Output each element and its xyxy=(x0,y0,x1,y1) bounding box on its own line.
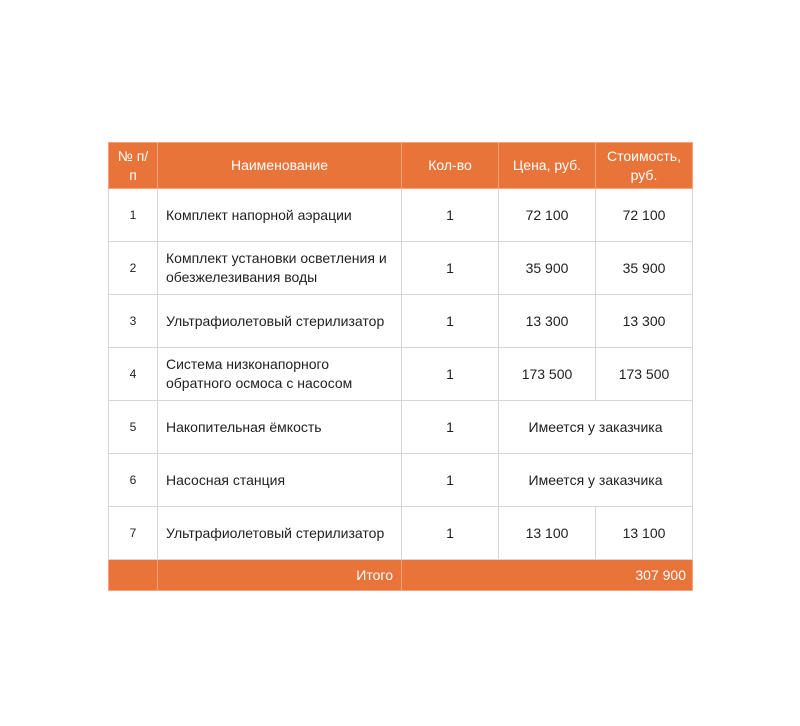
table-row xyxy=(109,295,693,348)
table-row xyxy=(109,454,693,507)
row-price: 173 500 xyxy=(499,348,596,401)
row-qty: 1 xyxy=(402,348,499,401)
row-name: Насосная станция xyxy=(158,454,402,507)
row-qty: 1 xyxy=(402,189,499,242)
table-row xyxy=(109,507,693,560)
row-qty: 1 xyxy=(402,295,499,348)
row-num: 5 xyxy=(109,401,158,454)
row-price: 13 300 xyxy=(499,295,596,348)
row-price: 72 100 xyxy=(499,189,596,242)
row-cost: 35 900 xyxy=(596,242,693,295)
row-name: Накопительная ёмкость xyxy=(158,401,402,454)
row-qty: 1 xyxy=(402,242,499,295)
header-num: № п/п xyxy=(109,143,158,189)
table-header-row xyxy=(109,143,693,189)
table-footer-row xyxy=(109,560,693,591)
table-row xyxy=(109,348,693,401)
header-name: Наименование xyxy=(158,143,402,189)
row-qty: 1 xyxy=(402,454,499,507)
row-num: 6 xyxy=(109,454,158,507)
header-qty: Кол-во xyxy=(402,143,499,189)
total-value: 307 900 xyxy=(402,560,693,591)
row-cost: 13 300 xyxy=(596,295,693,348)
row-num: 3 xyxy=(109,295,158,348)
row-price: 13 100 xyxy=(499,507,596,560)
row-num: 1 xyxy=(109,189,158,242)
row-name: Комплект напорной аэрации xyxy=(158,189,402,242)
row-cost: 72 100 xyxy=(596,189,693,242)
row-name: Ультрафиолетовый стерилизатор xyxy=(158,507,402,560)
row-qty: 1 xyxy=(402,507,499,560)
header-price: Цена, руб. xyxy=(499,143,596,189)
row-cost: 13 100 xyxy=(596,507,693,560)
table-row xyxy=(109,401,693,454)
total-label: Итого xyxy=(158,560,402,591)
row-merged-note: Имеется у заказчика xyxy=(499,401,693,454)
row-num: 4 xyxy=(109,348,158,401)
row-num: 7 xyxy=(109,507,158,560)
price-table-container xyxy=(108,142,692,591)
table-row xyxy=(109,242,693,295)
row-name: Комплект установки осветления и обезжелезивания воды xyxy=(158,242,402,295)
row-price: 35 900 xyxy=(499,242,596,295)
row-name: Система низконапорного обратного осмоса с насосом xyxy=(158,348,402,401)
row-name: Ультрафиолетовый стерилизатор xyxy=(158,295,402,348)
row-num: 2 xyxy=(109,242,158,295)
footer-empty-cell xyxy=(109,560,158,591)
table-row xyxy=(109,189,693,242)
row-cost: 173 500 xyxy=(596,348,693,401)
row-merged-note: Имеется у заказчика xyxy=(499,454,693,507)
header-cost: Стоимость, руб. xyxy=(596,143,693,189)
row-qty: 1 xyxy=(402,401,499,454)
price-table xyxy=(108,142,693,591)
